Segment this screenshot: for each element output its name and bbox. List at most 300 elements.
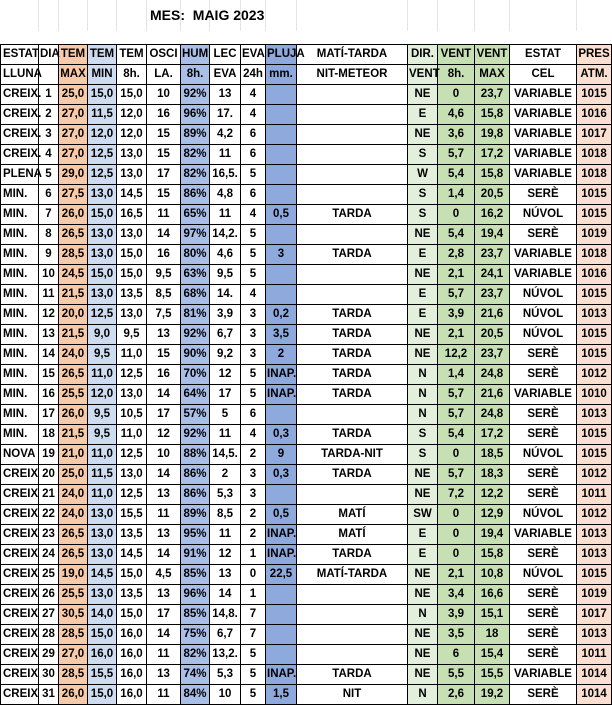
cell-rain-period[interactable]: [297, 225, 408, 245]
cell-temp-min[interactable]: 12,5: [88, 305, 117, 325]
header-oscillation[interactable]: LA.: [147, 65, 181, 85]
cell-wind-8h[interactable]: 5,7: [438, 145, 475, 165]
cell-moon-phase[interactable]: CREIX: [1, 625, 39, 645]
cell-moon-phase[interactable]: MIN.: [1, 205, 39, 225]
header-temp-min[interactable]: MIN: [88, 65, 117, 85]
cell-oscillation[interactable]: 15: [147, 145, 181, 165]
cell-rain-period[interactable]: [297, 165, 408, 185]
cell-day[interactable]: 19: [39, 445, 59, 465]
cell-moon-phase[interactable]: MIN.: [1, 365, 39, 385]
cell-sky-state[interactable]: NÚVOL: [510, 205, 577, 225]
cell-temp-max[interactable]: 21,5: [59, 425, 88, 445]
cell-temp-max[interactable]: 27,0: [59, 645, 88, 665]
cell-wind-8h[interactable]: 2,8: [438, 245, 475, 265]
cell-evap-24h[interactable]: 7: [241, 625, 266, 645]
cell-sky-state[interactable]: VARIABLE: [510, 145, 577, 165]
cell-moon-phase[interactable]: CREIX.: [1, 125, 39, 145]
cell-pressure[interactable]: 1015: [577, 565, 612, 585]
cell-sky-state[interactable]: NÚVOL: [510, 445, 577, 465]
cell-temp-max[interactable]: 26,5: [59, 225, 88, 245]
cell-humidity[interactable]: 89%: [181, 125, 210, 145]
cell-evap-reading[interactable]: 10: [210, 685, 241, 705]
cell-humidity[interactable]: 82%: [181, 145, 210, 165]
cell-sky-state[interactable]: VARIABLE: [510, 245, 577, 265]
cell-moon-phase[interactable]: CREIX: [1, 485, 39, 505]
cell-wind-max[interactable]: 23,7: [475, 85, 510, 105]
cell-wind-max[interactable]: 17,2: [475, 425, 510, 445]
cell-wind-8h[interactable]: 2,1: [438, 325, 475, 345]
cell-sky-state[interactable]: VARIABLE: [510, 385, 577, 405]
cell-temp-8h[interactable]: 12,0: [117, 125, 147, 145]
cell-wind-max[interactable]: 23,7: [475, 345, 510, 365]
cell-wind-direction[interactable]: NE: [408, 85, 438, 105]
cell-wind-max[interactable]: 23,7: [475, 285, 510, 305]
cell-wind-8h[interactable]: 5,7: [438, 405, 475, 425]
cell-day[interactable]: 27: [39, 605, 59, 625]
cell-temp-max[interactable]: 19,0: [59, 565, 88, 585]
cell-rain[interactable]: 9: [266, 445, 297, 465]
cell-wind-8h[interactable]: 5,4: [438, 225, 475, 245]
cell-sky-state[interactable]: SERÈ: [510, 485, 577, 505]
cell-oscillation[interactable]: 13: [147, 485, 181, 505]
cell-evap-reading[interactable]: 13: [210, 85, 241, 105]
cell-evap-reading[interactable]: 9,5: [210, 265, 241, 285]
cell-wind-direction[interactable]: NE: [408, 585, 438, 605]
cell-wind-direction[interactable]: N: [408, 385, 438, 405]
cell-humidity[interactable]: 57%: [181, 405, 210, 425]
cell-evap-24h[interactable]: 5: [241, 665, 266, 685]
cell-moon-phase[interactable]: MIN.: [1, 225, 39, 245]
cell-pressure[interactable]: 1018: [577, 165, 612, 185]
cell-rain-period[interactable]: TARDA: [297, 425, 408, 445]
cell-wind-direction[interactable]: S: [408, 445, 438, 465]
cell-day[interactable]: 10: [39, 265, 59, 285]
cell-rain-period[interactable]: [297, 85, 408, 105]
cell-temp-min[interactable]: 9,5: [88, 405, 117, 425]
cell-oscillation[interactable]: 4,5: [147, 565, 181, 585]
cell-temp-8h[interactable]: 15,0: [117, 245, 147, 265]
cell-pressure[interactable]: 1011: [577, 485, 612, 505]
cell-wind-direction[interactable]: NE: [408, 265, 438, 285]
cell-temp-max[interactable]: 29,0: [59, 165, 88, 185]
header-evap-24h[interactable]: EVA: [241, 45, 266, 65]
cell-temp-8h[interactable]: 15,5: [117, 505, 147, 525]
cell-wind-direction[interactable]: NE: [408, 465, 438, 485]
cell-evap-24h[interactable]: 6: [241, 145, 266, 165]
cell-temp-8h[interactable]: 10,5: [117, 405, 147, 425]
cell-rain-period[interactable]: [297, 285, 408, 305]
cell-temp-8h[interactable]: 16,5: [117, 205, 147, 225]
cell-sky-state[interactable]: SERÈ: [510, 225, 577, 245]
cell-evap-24h[interactable]: 1: [241, 585, 266, 605]
header-evap-reading[interactable]: EVA: [210, 65, 241, 85]
cell-humidity[interactable]: 86%: [181, 185, 210, 205]
cell-rain-period[interactable]: MATÍ: [297, 525, 408, 545]
cell-rain-period[interactable]: TARDA: [297, 465, 408, 485]
cell-pressure[interactable]: 1015: [577, 445, 612, 465]
cell-temp-8h[interactable]: 13,5: [117, 585, 147, 605]
header-moon-phase[interactable]: ESTAT: [1, 45, 39, 65]
cell-day[interactable]: 8: [39, 225, 59, 245]
cell-evap-reading[interactable]: 9,2: [210, 345, 241, 365]
cell-pressure[interactable]: 1015: [577, 85, 612, 105]
cell-rain[interactable]: INAP.: [266, 365, 297, 385]
cell-evap-24h[interactable]: 5: [241, 365, 266, 385]
cell-sky-state[interactable]: VARIABLE: [510, 125, 577, 145]
cell-wind-direction[interactable]: NE: [408, 345, 438, 365]
cell-rain-period[interactable]: [297, 405, 408, 425]
cell-rain[interactable]: 3,5: [266, 325, 297, 345]
cell-day[interactable]: 21: [39, 485, 59, 505]
cell-temp-8h[interactable]: 13,0: [117, 385, 147, 405]
cell-evap-reading[interactable]: 17: [210, 385, 241, 405]
cell-sky-state[interactable]: NÚVOL: [510, 505, 577, 525]
header-rain-period[interactable]: MATÍ-TARDA: [297, 45, 408, 65]
cell-rain-period[interactable]: TARDA: [297, 385, 408, 405]
cell-wind-8h[interactable]: 0: [438, 545, 475, 565]
cell-evap-24h[interactable]: 5: [241, 225, 266, 245]
cell-rain[interactable]: 0,2: [266, 305, 297, 325]
cell-evap-reading[interactable]: 17.: [210, 105, 241, 125]
cell-temp-max[interactable]: 25,5: [59, 585, 88, 605]
cell-day[interactable]: 25: [39, 565, 59, 585]
cell-day[interactable]: 4: [39, 145, 59, 165]
cell-wind-direction[interactable]: S: [408, 205, 438, 225]
cell-moon-phase[interactable]: MIN.: [1, 345, 39, 365]
cell-oscillation[interactable]: 14: [147, 625, 181, 645]
header-temp-max[interactable]: TEM: [59, 45, 88, 65]
cell-oscillation[interactable]: 17: [147, 605, 181, 625]
cell-evap-24h[interactable]: 5: [241, 645, 266, 665]
cell-wind-max[interactable]: 19,2: [475, 685, 510, 705]
cell-rain-period[interactable]: TARDA: [297, 325, 408, 345]
cell-moon-phase[interactable]: MIN.: [1, 265, 39, 285]
cell-temp-min[interactable]: 9,5: [88, 425, 117, 445]
cell-pressure[interactable]: 1015: [577, 285, 612, 305]
cell-wind-8h[interactable]: 1,4: [438, 185, 475, 205]
cell-wind-max[interactable]: 18,5: [475, 445, 510, 465]
cell-temp-8h[interactable]: 12,0: [117, 105, 147, 125]
cell-wind-max[interactable]: 20,5: [475, 325, 510, 345]
cell-sky-state[interactable]: SERÈ: [510, 345, 577, 365]
cell-rain-period[interactable]: [297, 605, 408, 625]
cell-wind-8h[interactable]: 6: [438, 645, 475, 665]
cell-wind-direction[interactable]: N: [408, 405, 438, 425]
cell-moon-phase[interactable]: MIN.: [1, 245, 39, 265]
cell-evap-reading[interactable]: 14,8.: [210, 605, 241, 625]
cell-evap-reading[interactable]: 8,5: [210, 505, 241, 525]
cell-rain-period[interactable]: [297, 645, 408, 665]
header-moon-phase[interactable]: LLUNA: [1, 65, 39, 85]
cell-wind-8h[interactable]: 1,4: [438, 365, 475, 385]
cell-wind-8h[interactable]: 0: [438, 445, 475, 465]
cell-moon-phase[interactable]: NOVA: [1, 445, 39, 465]
cell-oscillation[interactable]: 16: [147, 245, 181, 265]
cell-oscillation[interactable]: 13: [147, 325, 181, 345]
cell-wind-direction[interactable]: N: [408, 365, 438, 385]
cell-humidity[interactable]: 96%: [181, 105, 210, 125]
cell-sky-state[interactable]: NÚVOL: [510, 325, 577, 345]
cell-wind-direction[interactable]: NE: [408, 625, 438, 645]
cell-temp-min[interactable]: 15,0: [88, 85, 117, 105]
cell-wind-8h[interactable]: 2,1: [438, 265, 475, 285]
header-humidity[interactable]: 8h.: [181, 65, 210, 85]
cell-rain[interactable]: INAP.: [266, 385, 297, 405]
header-temp-8h[interactable]: TEM: [117, 45, 147, 65]
cell-temp-8h[interactable]: 13,0: [117, 165, 147, 185]
cell-oscillation[interactable]: 8,5: [147, 285, 181, 305]
cell-moon-phase[interactable]: CREIX: [1, 685, 39, 705]
cell-evap-reading[interactable]: 5: [210, 405, 241, 425]
cell-temp-max[interactable]: 21,5: [59, 325, 88, 345]
cell-wind-direction[interactable]: NE: [408, 485, 438, 505]
cell-wind-max[interactable]: 15,8: [475, 105, 510, 125]
cell-rain[interactable]: [266, 265, 297, 285]
header-pressure[interactable]: PRES: [577, 45, 612, 65]
cell-temp-min[interactable]: 9,0: [88, 325, 117, 345]
cell-moon-phase[interactable]: CREIX: [1, 605, 39, 625]
cell-wind-max[interactable]: 18: [475, 625, 510, 645]
cell-wind-max[interactable]: 18,3: [475, 465, 510, 485]
cell-moon-phase[interactable]: CREIX: [1, 505, 39, 525]
cell-pressure[interactable]: 1015: [577, 205, 612, 225]
cell-humidity[interactable]: 90%: [181, 345, 210, 365]
cell-day[interactable]: 28: [39, 625, 59, 645]
cell-moon-phase[interactable]: CREIX: [1, 525, 39, 545]
cell-oscillation[interactable]: 17: [147, 165, 181, 185]
cell-wind-max[interactable]: 15,1: [475, 605, 510, 625]
cell-wind-direction[interactable]: NE: [408, 665, 438, 685]
cell-pressure[interactable]: 1018: [577, 245, 612, 265]
cell-sky-state[interactable]: NÚVOL: [510, 285, 577, 305]
cell-temp-min[interactable]: 13,0: [88, 245, 117, 265]
cell-wind-direction[interactable]: NE: [408, 645, 438, 665]
cell-temp-min[interactable]: 15,0: [88, 265, 117, 285]
cell-moon-phase[interactable]: CREIX.: [1, 85, 39, 105]
cell-oscillation[interactable]: 15: [147, 125, 181, 145]
cell-pressure[interactable]: 1013: [577, 525, 612, 545]
cell-pressure[interactable]: 1015: [577, 185, 612, 205]
cell-evap-reading[interactable]: 4,2: [210, 125, 241, 145]
cell-evap-24h[interactable]: 3: [241, 485, 266, 505]
cell-temp-min[interactable]: 11,0: [88, 485, 117, 505]
cell-pressure[interactable]: 1016: [577, 265, 612, 285]
cell-temp-max[interactable]: 24,0: [59, 485, 88, 505]
cell-temp-min[interactable]: 13,0: [88, 225, 117, 245]
cell-pressure[interactable]: 1010: [577, 385, 612, 405]
cell-humidity[interactable]: 86%: [181, 465, 210, 485]
cell-temp-min[interactable]: 13,0: [88, 585, 117, 605]
cell-temp-8h[interactable]: 14,5: [117, 545, 147, 565]
cell-wind-8h[interactable]: 4,6: [438, 105, 475, 125]
cell-day[interactable]: 30: [39, 665, 59, 685]
cell-evap-24h[interactable]: 6: [241, 405, 266, 425]
cell-evap-reading[interactable]: 12: [210, 365, 241, 385]
cell-evap-reading[interactable]: 3,9: [210, 305, 241, 325]
cell-wind-8h[interactable]: 5,7: [438, 385, 475, 405]
cell-oscillation[interactable]: 11: [147, 685, 181, 705]
cell-humidity[interactable]: 92%: [181, 325, 210, 345]
cell-oscillation[interactable]: 11: [147, 505, 181, 525]
cell-wind-max[interactable]: 15,8: [475, 545, 510, 565]
cell-wind-8h[interactable]: 5,4: [438, 165, 475, 185]
cell-humidity[interactable]: 80%: [181, 245, 210, 265]
cell-temp-max[interactable]: 24,0: [59, 505, 88, 525]
cell-rain[interactable]: [266, 485, 297, 505]
cell-temp-max[interactable]: 26,0: [59, 205, 88, 225]
cell-day[interactable]: 1: [39, 85, 59, 105]
cell-pressure[interactable]: 1016: [577, 105, 612, 125]
cell-rain-period[interactable]: MATÍ-TARDA: [297, 565, 408, 585]
header-evap-24h[interactable]: 24h: [241, 65, 266, 85]
header-rain[interactable]: mm.: [266, 65, 297, 85]
cell-temp-max[interactable]: 21,5: [59, 285, 88, 305]
cell-evap-reading[interactable]: 4,6: [210, 245, 241, 265]
cell-wind-direction[interactable]: E: [408, 525, 438, 545]
cell-pressure[interactable]: 1012: [577, 365, 612, 385]
cell-humidity[interactable]: 82%: [181, 645, 210, 665]
cell-wind-8h[interactable]: 3,9: [438, 305, 475, 325]
cell-sky-state[interactable]: SERÈ: [510, 425, 577, 445]
cell-rain[interactable]: 1,5: [266, 685, 297, 705]
cell-evap-24h[interactable]: 5: [241, 385, 266, 405]
header-pressure[interactable]: ATM.: [577, 65, 612, 85]
cell-evap-reading[interactable]: 4,8: [210, 185, 241, 205]
cell-temp-max[interactable]: 27,0: [59, 125, 88, 145]
cell-temp-8h[interactable]: 11,0: [117, 345, 147, 365]
cell-day[interactable]: 23: [39, 525, 59, 545]
cell-rain-period[interactable]: [297, 105, 408, 125]
cell-evap-reading[interactable]: 13,2.: [210, 645, 241, 665]
cell-rain-period[interactable]: [297, 185, 408, 205]
header-wind-max[interactable]: VENT: [475, 45, 510, 65]
cell-wind-direction[interactable]: E: [408, 105, 438, 125]
cell-humidity[interactable]: 97%: [181, 225, 210, 245]
cell-rain-period[interactable]: TARDA-NIT: [297, 445, 408, 465]
cell-sky-state[interactable]: VARIABLE: [510, 525, 577, 545]
cell-temp-max[interactable]: 26,0: [59, 685, 88, 705]
cell-humidity[interactable]: 92%: [181, 425, 210, 445]
cell-moon-phase[interactable]: CREIX.: [1, 105, 39, 125]
cell-pressure[interactable]: 1019: [577, 225, 612, 245]
cell-day[interactable]: 2: [39, 105, 59, 125]
cell-oscillation[interactable]: 15: [147, 345, 181, 365]
cell-wind-8h[interactable]: 3,6: [438, 125, 475, 145]
cell-day[interactable]: 5: [39, 165, 59, 185]
cell-sky-state[interactable]: SERÈ: [510, 645, 577, 665]
cell-sky-state[interactable]: VARIABLE: [510, 265, 577, 285]
cell-temp-max[interactable]: 25,0: [59, 85, 88, 105]
cell-humidity[interactable]: 63%: [181, 265, 210, 285]
cell-evap-reading[interactable]: 2: [210, 465, 241, 485]
cell-evap-reading[interactable]: 5,3: [210, 665, 241, 685]
cell-day[interactable]: 20: [39, 465, 59, 485]
cell-wind-8h[interactable]: 0: [438, 85, 475, 105]
cell-oscillation[interactable]: 16: [147, 365, 181, 385]
cell-rain[interactable]: INAP.: [266, 665, 297, 685]
cell-humidity[interactable]: 86%: [181, 485, 210, 505]
cell-wind-max[interactable]: 12,2: [475, 485, 510, 505]
cell-wind-max[interactable]: 24,1: [475, 265, 510, 285]
cell-moon-phase[interactable]: CREIX: [1, 565, 39, 585]
cell-rain-period[interactable]: [297, 585, 408, 605]
cell-evap-24h[interactable]: 0: [241, 565, 266, 585]
cell-rain-period[interactable]: TARDA: [297, 345, 408, 365]
cell-humidity[interactable]: 82%: [181, 165, 210, 185]
cell-temp-max[interactable]: 24,5: [59, 265, 88, 285]
header-wind-8h[interactable]: 8h.: [438, 65, 475, 85]
cell-temp-max[interactable]: 25,5: [59, 385, 88, 405]
cell-evap-24h[interactable]: 2: [241, 505, 266, 525]
cell-sky-state[interactable]: SERÈ: [510, 625, 577, 645]
cell-rain[interactable]: [266, 605, 297, 625]
cell-temp-min[interactable]: 15,5: [88, 665, 117, 685]
cell-pressure[interactable]: 1015: [577, 345, 612, 365]
cell-rain[interactable]: [266, 625, 297, 645]
cell-wind-direction[interactable]: E: [408, 245, 438, 265]
cell-pressure[interactable]: 1012: [577, 505, 612, 525]
cell-temp-max[interactable]: 27,0: [59, 105, 88, 125]
cell-wind-max[interactable]: 15,5: [475, 665, 510, 685]
cell-rain[interactable]: [266, 145, 297, 165]
cell-wind-8h[interactable]: 0: [438, 505, 475, 525]
cell-day[interactable]: 11: [39, 285, 59, 305]
cell-wind-8h[interactable]: 0: [438, 525, 475, 545]
cell-wind-direction[interactable]: E: [408, 285, 438, 305]
cell-moon-phase[interactable]: CREIX: [1, 645, 39, 665]
header-wind-8h[interactable]: VENT: [438, 45, 475, 65]
cell-evap-reading[interactable]: 6,7: [210, 325, 241, 345]
cell-moon-phase[interactable]: CREIX: [1, 465, 39, 485]
cell-rain[interactable]: [266, 105, 297, 125]
cell-evap-24h[interactable]: 7: [241, 605, 266, 625]
cell-evap-reading[interactable]: 14: [210, 585, 241, 605]
cell-rain[interactable]: [266, 85, 297, 105]
cell-day[interactable]: 6: [39, 185, 59, 205]
cell-oscillation[interactable]: 16: [147, 105, 181, 125]
cell-evap-reading[interactable]: 5,3: [210, 485, 241, 505]
cell-temp-8h[interactable]: 13,0: [117, 145, 147, 165]
cell-day[interactable]: 24: [39, 545, 59, 565]
header-sky-state[interactable]: ESTAT: [510, 45, 577, 65]
cell-day[interactable]: 31: [39, 685, 59, 705]
cell-temp-min[interactable]: 12,5: [88, 145, 117, 165]
cell-evap-24h[interactable]: 4: [241, 425, 266, 445]
cell-wind-8h[interactable]: 12,2: [438, 345, 475, 365]
cell-temp-max[interactable]: 27,0: [59, 145, 88, 165]
cell-humidity[interactable]: 85%: [181, 605, 210, 625]
cell-evap-reading[interactable]: 16,5.: [210, 165, 241, 185]
header-wind-direction[interactable]: DIR.: [408, 45, 438, 65]
cell-temp-min[interactable]: 9,5: [88, 345, 117, 365]
cell-moon-phase[interactable]: PLENA: [1, 165, 39, 185]
cell-temp-8h[interactable]: 13,0: [117, 225, 147, 245]
cell-temp-8h[interactable]: 16,0: [117, 665, 147, 685]
cell-pressure[interactable]: 1017: [577, 605, 612, 625]
cell-temp-min[interactable]: 16,0: [88, 645, 117, 665]
cell-day[interactable]: 29: [39, 645, 59, 665]
cell-pressure[interactable]: 1013: [577, 545, 612, 565]
cell-rain[interactable]: 22,5: [266, 565, 297, 585]
cell-humidity[interactable]: 85%: [181, 565, 210, 585]
cell-wind-8h[interactable]: 2,1: [438, 565, 475, 585]
cell-day[interactable]: 3: [39, 125, 59, 145]
cell-rain[interactable]: [266, 165, 297, 185]
cell-wind-max[interactable]: 21,6: [475, 305, 510, 325]
cell-temp-min[interactable]: 15,0: [88, 685, 117, 705]
cell-temp-min[interactable]: 14,0: [88, 605, 117, 625]
cell-rain-period[interactable]: TARDA: [297, 245, 408, 265]
